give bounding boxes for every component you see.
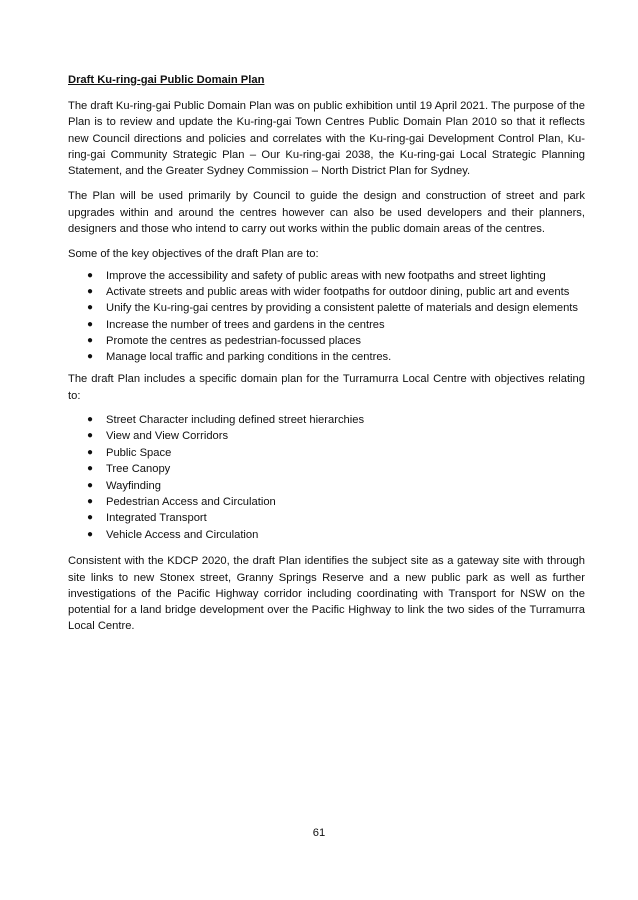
- bullet-icon: ●: [87, 351, 94, 363]
- page-content: [68, 72, 585, 644]
- kdcp-paragraph: Consistent with the KDCP 2020, the draft Plan identifies the subject site as a gateway site with through site links to new Stonex street, Granny Springs Reserve and a new public park as well as further investigations of the Pacific Highway corridor including coordinating with Transport for NSW on the potential for a land bridge development over the Pacific Highway to link the two sides of the Turramurra Local Centre.: [68, 555, 585, 633]
- list-item: ● Tree Canopy: [68, 461, 585, 477]
- bullet-icon: ●: [87, 479, 94, 491]
- bullet-icon: ●: [87, 269, 94, 281]
- bullet-icon: ●: [87, 302, 94, 314]
- list-item: ● Improve the accessibility and safety of public areas with new footpaths and street lighting: [68, 268, 585, 284]
- page-number: 61: [312, 827, 326, 839]
- bullet-icon: ●: [87, 528, 94, 540]
- usage-paragraph: The Plan will be used primarily by Council to guide the design and construction of street and park upgrades within and around the centres however can also be used developers and their planners, designers and those who intend to carry out works within the public domain areas of the centres.: [68, 190, 585, 236]
- bullet-icon: ●: [87, 430, 94, 442]
- list-item: ● Wayfinding: [68, 478, 585, 494]
- list-item: ● Public Space: [68, 445, 585, 461]
- list-item: ● Street Character including defined street hierarchies: [68, 412, 585, 428]
- bullet-icon: ●: [87, 334, 94, 346]
- section-heading: Draft Ku-ring-gai Public Domain Plan: [68, 74, 265, 86]
- bullet-icon: ●: [87, 318, 94, 330]
- bullet-icon: ●: [87, 414, 94, 426]
- objectives-list: [68, 268, 585, 366]
- turramurra-paragraph: The draft Plan includes a specific domain plan for the Turramurra Local Centre with objectives relating to:: [68, 373, 585, 402]
- list-item: ● Vehicle Access and Circulation: [68, 527, 585, 543]
- list-item: ● View and View Corridors: [68, 428, 585, 444]
- bullet-icon: ●: [87, 463, 94, 475]
- list-item: ● Promote the centres as pedestrian-focussed places: [68, 333, 585, 349]
- bullet-icon: ●: [87, 496, 94, 508]
- list-item: ● Manage local traffic and parking conditions in the centres.: [68, 349, 585, 365]
- objectives-intro: Some of the key objectives of the draft Plan are to:: [68, 248, 319, 261]
- bullet-icon: ●: [87, 446, 94, 458]
- list-item: ● Integrated Transport: [68, 510, 585, 526]
- intro-paragraph: The draft Ku-ring-gai Public Domain Plan was on public exhibition until 19 April 2021. The purpose of the Plan is to review and update the Ku-ring-gai Town Centres Public Domain Plan 2010 so that it reflects new Council directions and policies and correlates with the Ku-ring-gai Development Control Plan, Ku-ring-gai Community Strategic Plan – Our Ku-ring-gai 2038, the Ku-ring-gai Local Strategic Planning Statement, and the Greater Sydney Commission – North District Plan for Sydney.: [68, 100, 585, 178]
- turramurra-objectives-list: [68, 412, 585, 543]
- list-item: ● Activate streets and public areas with wider footpaths for outdoor dining, public art and events: [68, 284, 585, 300]
- list-item: ● Increase the number of trees and gardens in the centres: [68, 317, 585, 333]
- bullet-icon: ●: [87, 285, 94, 297]
- list-item: ● Pedestrian Access and Circulation: [68, 494, 585, 510]
- list-item: ● Unify the Ku-ring-gai centres by providing a consistent palette of materials and design elements: [68, 300, 585, 316]
- bullet-icon: ●: [87, 512, 94, 524]
